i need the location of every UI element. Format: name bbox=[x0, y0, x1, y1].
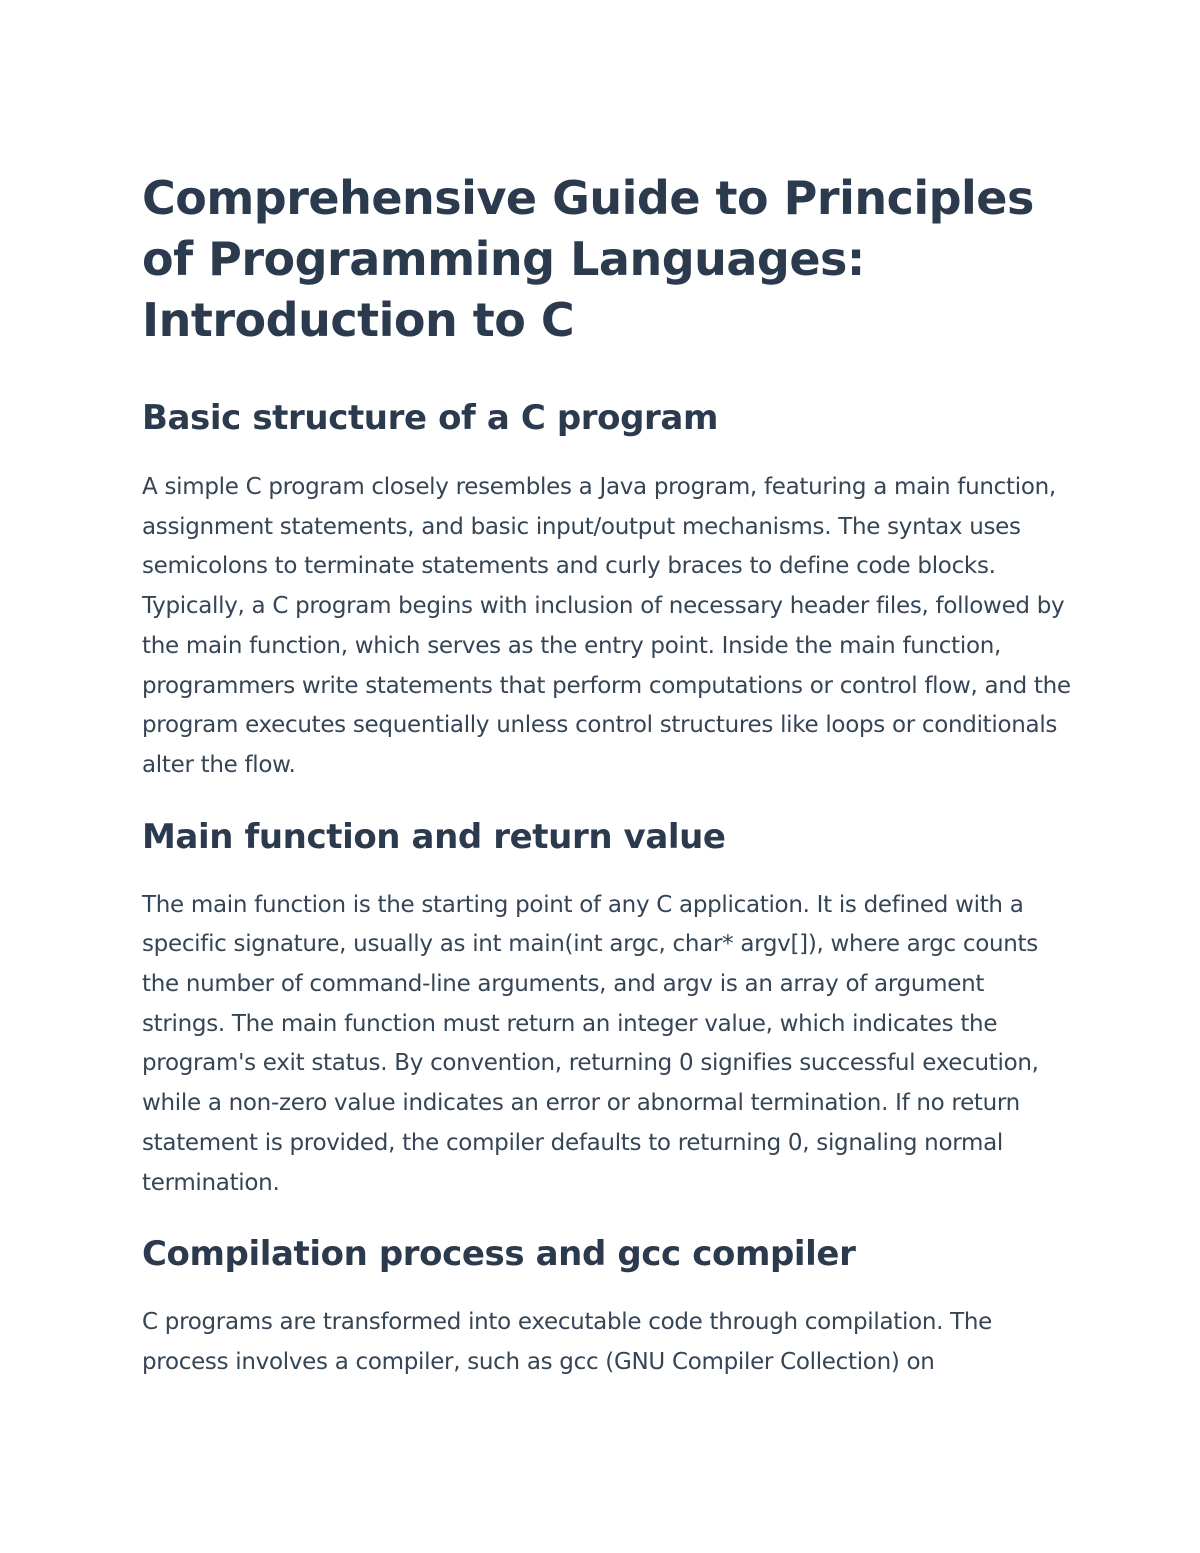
section-heading: Compilation process and gcc compiler bbox=[142, 1234, 856, 1275]
section-compilation bbox=[142, 1232, 1072, 1382]
section-heading: Main function and return value bbox=[142, 816, 726, 857]
section-main-function bbox=[142, 815, 1072, 1204]
document-title: Comprehensive Guide to Principles of Programming Languages: Introduction to C bbox=[142, 171, 1034, 347]
section-basic-structure bbox=[142, 396, 1072, 786]
section-paragraph: C programs are transformed into executable code through compilation. The process involves a compiler, such as gcc (GNU Compiler Collection) on bbox=[142, 1309, 993, 1375]
document-content bbox=[142, 168, 1072, 1383]
section-paragraph: The main function is the starting point of any C application. It is defined with a specific signature, usually as int main(int argc, char* argv[]), where argc counts the number of command-line arguments, and argv is an array of argument strings. The main function must return an integer value, which indicates the program's exit status. By convention, returning 0 signifies successful execution, while a non-zero value indicates an error or abnormal termination. If no return statement is provided, the compiler defaults to returning 0, signaling normal termination. bbox=[142, 891, 1039, 1196]
section-heading: Basic structure of a C program bbox=[142, 398, 718, 438]
section-paragraph: A simple C program closely resembles a Java program, featuring a main function, assignment statements, and basic input/output mechanisms. The syntax uses semicolons to terminate statements and curly braces to define code blocks. Typically, a C program begins with inclusion of necessary header files, followed by the main function, which serves as the entry point. Inside the main function, programmers write statements that perform computations or control flow, and the program executes sequentially unless control structures like loops or conditionals alter the flow. bbox=[142, 474, 1071, 778]
